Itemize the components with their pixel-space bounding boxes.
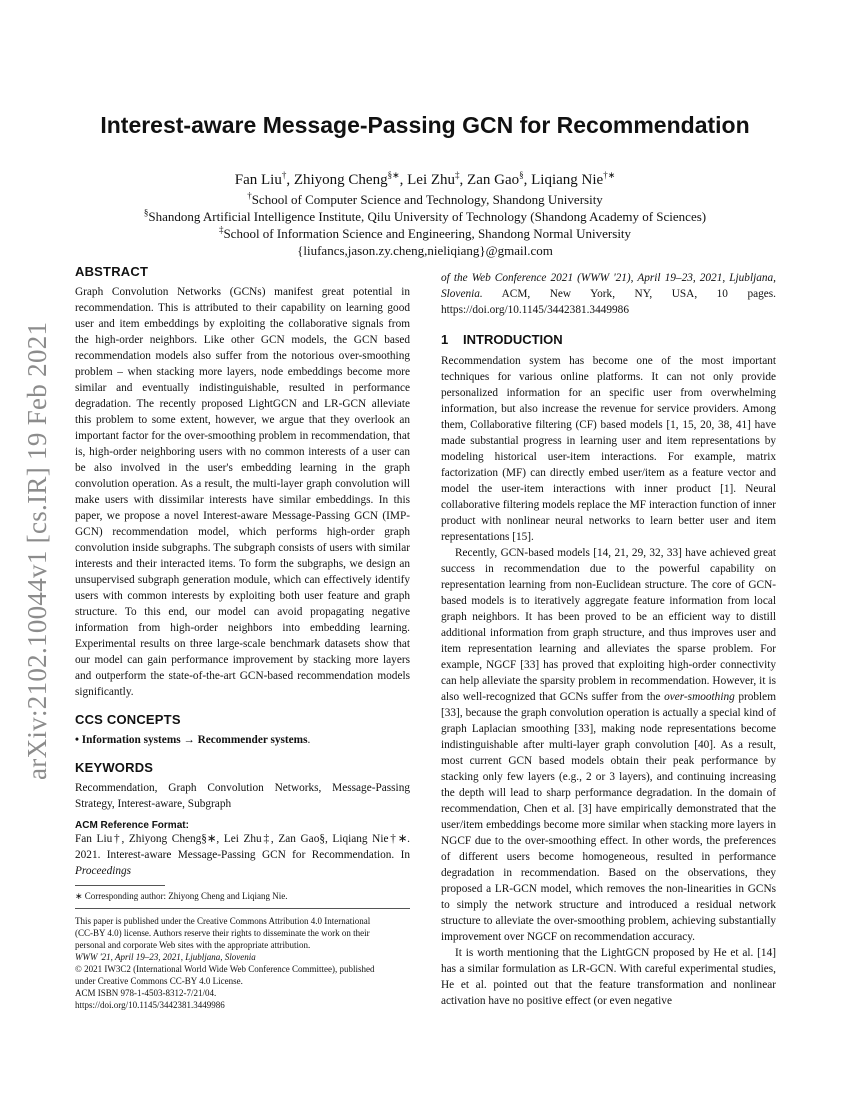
affiliation-line: [0, 191, 850, 208]
abstract-heading: ABSTRACT: [75, 264, 149, 279]
affiliations: [0, 191, 850, 259]
license-line: This paper is published under the Creative Commons Attribution 4.0 International: [75, 916, 371, 926]
license-line: (CC-BY 4.0) license. Authors reserve their rights to disseminate the work on their: [75, 928, 370, 938]
author-affil-mark: ‡: [455, 170, 460, 180]
footnote-rule: [75, 885, 165, 886]
paper-title: Interest-aware Message-Passing GCN for Recommendation: [100, 112, 750, 138]
affiliation-line: [0, 208, 850, 225]
keywords-text: Recommendation, Graph Convolution Networks, Message-Passing Strategy, Interest-aware, Subgraph: [75, 782, 410, 810]
license-line: WWW '21, April 19–23, 2021, Ljubljana, Slovenia: [75, 952, 256, 962]
license-line: personal and corporate Web sites with the appropriate attribution.: [75, 940, 311, 950]
affiliation-text: School of Computer Science and Technology, Shandong University: [251, 192, 603, 207]
abstract-text: Graph Convolution Networks (GCNs) manifest great potential in recommendation. This is attributed to their capability on learning good user and item embeddings by exploiting the collaborative signals from the high-order neighbors. Like other GCN models, the GCN based recommendation models also suffer from the notorious over-smoothing problem – when stacking more layers, node embeddings become more similar and eventually indistinguishable, resulted in performance degradation. The recently proposed LightGCN and LR-GCN alleviate this problem to some extent, however, we argue that they overlook an important factor for the over-smoothing problem in recommendation, that is, high-order neighboring users with no common interests of a user can be also involved in the user's embedding learning in the graph convolution operation. As a result, the multi-layer graph convolution will make users with dissimilar interests have similar embeddings. In this paper, we propose a novel Interest-aware Message-Passing GCN (IMP-GCN) recommendation model, which performs high-order graph convolution inside subgraphs. The subgraph consists of users with similar interests and their interacted items. To form the subgraphs, we design an unsupervised subgraph generation module, which can effectively identify users with common interests by exploiting both user feature and graph structure. To this end, our model can avoid propagating negative information from high-order neighbors into embedding learning. Experimental results on three large-scale benchmark datasets show that our model can gain performance improvement by stacking more layers and outperform the state-of-the-art GCN-based recommendation models significantly.: [75, 286, 410, 698]
license-block: [75, 908, 410, 1011]
intro-text: problem [33], because the graph convolution operation is actually a special kind of graph Laplacian smoothing [33], making node representations become indistinguishable after multi-layer graph convolution [40]. As a result, most current GCN based models obtain their peak performance by stacking only few layers (e.g., 2 or 3 layers), and continuing increasing the depth will lead to sharp performance degradation. In the domain of recommendation, Chen et al. [3] have empirically demonstrated that the user/item embeddings become more similar when stacking more layers in NGCF due to the over-smoothing effect. In other words, the preferences of different users become homogeneous, resulted in performance degradation in recommendation. Based on the observations, they proposed a LR-GCN model, which removes the non-linearities in GCNs to simply the network structure and introduced a residual network structure to alleviate the over-smoothing problem, achieving substantially improvement over NGCF on recommendation accuracy.: [441, 691, 776, 943]
author-affil-mark: §∗: [387, 170, 400, 180]
intro-paragraph: Recommendation system has become one of the most important techniques for various online platforms. It can not only provide personalized information for an specific user from overwhelming information, but also increase the revenue for service providers. Among them, Collaborative filtering (CF) based models [1, 15, 20, 38, 41] have made substantial progress in learning user and item representations by modeling historical user-item interactions. For example, matrix factorization (MF) can directly embed user/item as a feature vector and model the user-item interactions with inner product [1]. Neural collaborative filtering models replace the MF interaction function of inner product with nonlinear neural networks to learn better user and item representations [15].: [441, 355, 776, 543]
license-line: © 2021 IW3C2 (International World Wide Web Conference Committee), published: [75, 964, 375, 974]
corresponding-author-footnote: ∗ Corresponding author: Zhiyong Cheng and Liqiang Nie.: [75, 891, 288, 901]
ccs-arrow: →: [180, 734, 198, 746]
author-affil-mark: §: [519, 170, 524, 180]
author-name: Zhiyong Cheng: [293, 172, 388, 188]
license-line: ACM ISBN 978-1-4503-8312-7/21/04.: [75, 988, 217, 998]
section-heading-introduction: [441, 332, 776, 347]
acm-ref-title: Interest-aware Message-Passing GCN for Recommendation. In: [106, 849, 410, 861]
ccs-concept-secondary: Recommender systems: [197, 734, 308, 746]
affiliation-line: [0, 225, 850, 242]
intro-paragraph: [441, 545, 776, 945]
email-text[interactable]: {liufancs,jason.zy.cheng,nieliqiang}@gmail.com: [297, 243, 553, 258]
author-emails[interactable]: [0, 242, 850, 259]
doi-link[interactable]: https://doi.org/10.1145/3442381.3449986: [75, 1000, 225, 1010]
section-number: 1: [441, 332, 449, 347]
acm-reference-text: [75, 831, 410, 879]
affiliation-text: School of Information Science and Engineering, Shandong Normal University: [223, 226, 632, 241]
left-column: [75, 264, 410, 1011]
author-affil-mark: †∗: [603, 170, 616, 180]
acm-reference-heading: ACM Reference Format:: [75, 820, 189, 831]
author-name: Zan Gao: [467, 172, 520, 188]
affil-mark: §: [143, 207, 149, 218]
affil-mark: †: [247, 190, 252, 201]
acm-ref-proceedings: Proceedings: [75, 865, 132, 877]
keywords-heading: KEYWORDS: [75, 760, 154, 775]
affil-mark: ‡: [218, 224, 224, 235]
author-name: Lei Zhu: [407, 172, 456, 188]
acm-reference-continued: [441, 270, 776, 318]
right-column: [441, 270, 776, 1009]
author-name: Fan Liu: [234, 172, 282, 188]
affiliation-text: Shandong Artificial Intelligence Institute, Qilu University of Technology (Shandong Academy of Sciences): [148, 209, 707, 224]
ccs-concept-primary: • Information systems: [75, 734, 181, 746]
author-name: Liqiang Nie: [531, 172, 604, 188]
license-line: under Creative Commons CC-BY 4.0 License.: [75, 976, 243, 986]
ccs-heading: CCS CONCEPTS: [75, 712, 181, 727]
intro-paragraph: It is worth mentioning that the LightGCN proposed by He et al. [14] has a similar formulation as LR-GCN. With careful experimental studies, He et al. pointed out that the feature transformation and nonlinear activation have no positive effect (or even negative: [441, 947, 776, 1007]
author-affil-mark: †: [281, 170, 287, 180]
acm-ref-tail: ACM, New York, NY, USA, 10 pages. https://doi.org/10.1145/3442381.3449986: [441, 288, 777, 316]
acm-ref-authors: Fan Liu†, Zhiyong Cheng§∗, Lei Zhu‡, Zan Gao§, Liqiang Nie†∗. 2021.: [75, 833, 410, 861]
section-title: INTRODUCTION: [463, 332, 563, 347]
intro-text: Recently, GCN-based models [14, 21, 29, 32, 33] have achieved great success in recommendation due to the powerful capability on representation learning from non-Euclidean structure. The core of GCN-based models is to iteratively aggregate feature information from local graph neighbors. It has been proved to be an efficient way to distill additional information from graph structure, and thus improves user and item representation learning and alleviates the sparse problem. For example, NGCF [33] has proved that exploiting high-order connectivity can help alleviate the sparsity problem in recommendation. However, it is also well-recognized that GCNs suffer from the: [441, 547, 776, 703]
ccs-period: .: [307, 734, 311, 746]
emphasis-term: over-smoothing: [664, 691, 735, 703]
author-line: Fan Liu†, Zhiyong Cheng§∗, Lei Zhu‡, Zan Gao§, Liqiang Nie†∗: [234, 170, 616, 188]
acm-ref-proceedings-cont: of the Web Conference 2021 (WWW '21), April 19–23, 2021, Ljubljana, Slovenia.: [441, 272, 776, 300]
arxiv-sidebar-id: arXiv:2102.10044v1 [cs.IR] 19 Feb 2021: [22, 321, 52, 780]
ccs-concepts: [75, 732, 410, 748]
